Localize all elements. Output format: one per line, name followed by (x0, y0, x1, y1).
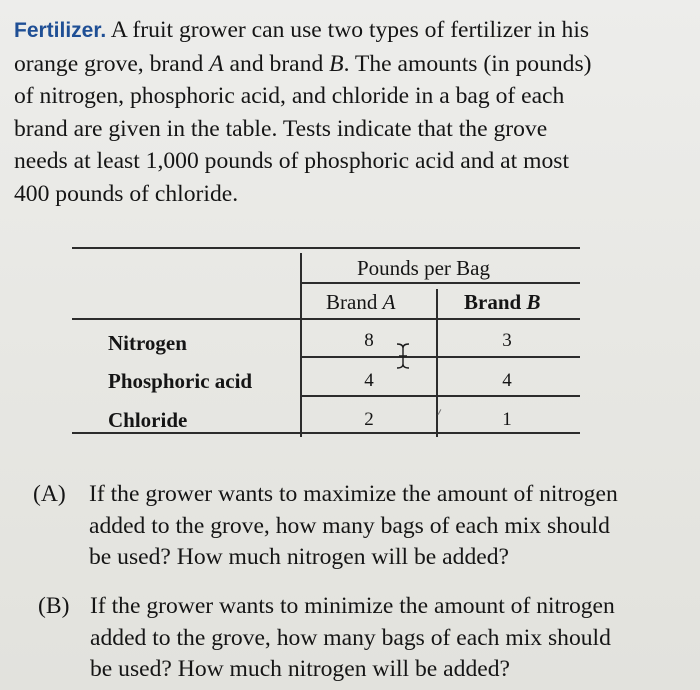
cell-chloride-b: 1 (502, 409, 512, 430)
table-bottom-rule (72, 432, 580, 434)
question-a-text: If the grower wants to maximize the amount of nitrogen added to the grove, how many bags of each mix should be used? How much nitrogen will be added? (89, 481, 618, 570)
question-a (33, 479, 683, 574)
problem-title: Fertilizer. (14, 19, 107, 42)
question-b (38, 591, 688, 686)
table-header-divider (300, 282, 580, 284)
table-row-divider-2 (300, 395, 580, 397)
cell-nitrogen-b: 3 (502, 330, 512, 351)
cell-phosphoric-b: 4 (502, 370, 512, 391)
table-col-brand-a: Brand A (326, 290, 396, 314)
problem-line-1: Fertilizer. A fruit grower can use two types of fertilizer in his (14, 17, 590, 43)
problem-line-6: 400 pounds of chloride. (14, 180, 239, 207)
cell-chloride-a: 2 (364, 409, 374, 430)
problem-line-4: brand are given in the table. Tests indicate that the grove (14, 115, 548, 142)
problem-statement (14, 14, 684, 210)
question-b-text: If the grower wants to minimize the amount of nitrogen added to the grove, how many bags of each mix should be used? How much nitrogen will be added? (90, 593, 615, 682)
table-row-divider-1 (300, 356, 580, 358)
problem-line-3: of nitrogen, phosphoric acid, and chloride in a bag of each (14, 83, 565, 109)
question-b-label: (B) (38, 593, 70, 619)
row-label-chloride: Chloride (108, 408, 188, 432)
row-label-nitrogen: Nitrogen (108, 331, 187, 355)
table-vline-left (300, 253, 302, 437)
table-header-bottom-rule (72, 318, 580, 320)
table-col-brand-b: Brand B (464, 290, 541, 314)
text-cursor-icon (392, 341, 414, 371)
cell-nitrogen-a: 8 (364, 330, 374, 351)
table-top-rule (72, 247, 580, 249)
fertilizer-table (72, 245, 580, 437)
pen-mark (438, 409, 442, 415)
table-group-header: Pounds per Bag (357, 256, 490, 280)
cell-phosphoric-a: 4 (364, 370, 374, 391)
problem-line-2: orange grove, brand A and brand B. The amounts (in pounds) (14, 50, 592, 77)
question-a-label: (A) (33, 481, 66, 507)
row-label-phosphoric-acid: Phosphoric acid (108, 369, 253, 393)
problem-line-5: needs at least 1,000 pounds of phosphoric acid and at most (14, 148, 569, 174)
